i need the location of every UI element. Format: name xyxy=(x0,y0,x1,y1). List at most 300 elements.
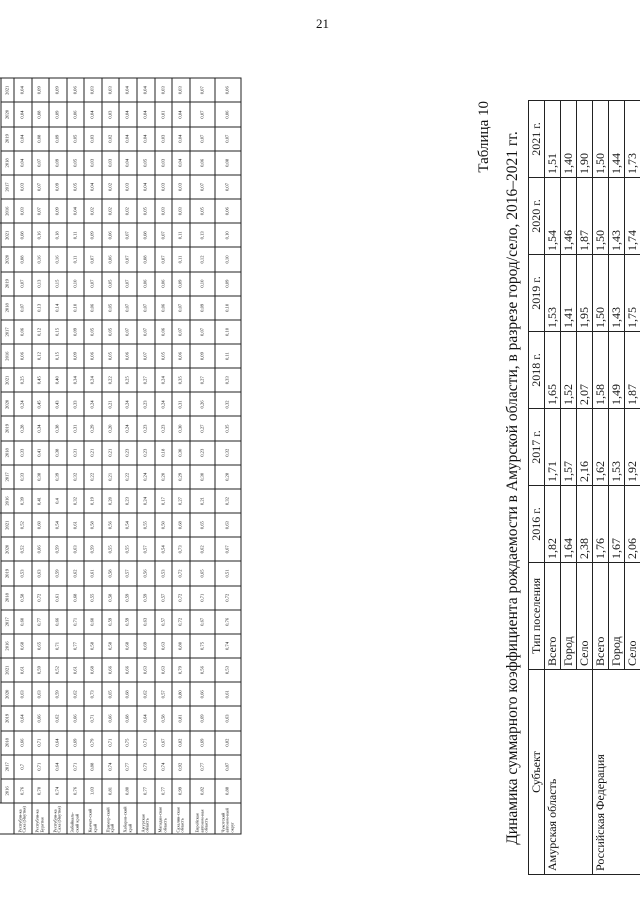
value-cell: 0,13 xyxy=(190,223,216,247)
value-cell: 0,09 xyxy=(172,272,190,296)
value-cell: 0,11 xyxy=(67,247,85,271)
value-cell: 0,51 xyxy=(215,561,241,585)
value-cell: 0,64 xyxy=(14,706,32,730)
value-cell: 0,63 xyxy=(67,537,85,561)
year-header: 2020 xyxy=(1,102,14,126)
value-cell: 0,63 xyxy=(14,682,32,706)
value-cell: 0,04 xyxy=(172,151,190,175)
subject-cell: Камчат-ский край xyxy=(84,803,102,834)
value-cell: 0,58 xyxy=(84,634,102,658)
subject-cell: Республи-ка Саха (Якутия) xyxy=(49,803,67,834)
value-cell: 0,38 xyxy=(49,417,67,441)
value-cell: 0,33 xyxy=(215,368,241,392)
value-cell: 0,81 xyxy=(102,779,120,803)
value-cell: 0,27 xyxy=(172,489,190,513)
value-cell: 0,34 xyxy=(32,417,50,441)
value-cell: 1,46 xyxy=(561,178,577,255)
table-row xyxy=(137,78,155,834)
year-header: 2018 xyxy=(1,151,14,175)
value-cell: 1,87 xyxy=(577,178,593,255)
value-cell: 0,07 xyxy=(137,296,155,320)
value-cell: 0,24 xyxy=(155,368,173,392)
value-cell: 0,66 xyxy=(32,706,50,730)
value-cell: 0,63 xyxy=(137,610,155,634)
value-cell: 0,20 xyxy=(102,489,120,513)
value-cell: 0,08 xyxy=(215,151,241,175)
value-cell: 0,71 xyxy=(102,731,120,755)
value-cell: 0,04 xyxy=(172,127,190,151)
value-cell: 0,65 xyxy=(190,561,216,585)
value-cell: 0,25 xyxy=(119,368,137,392)
value-cell: 1,67 xyxy=(609,486,625,563)
value-cell: 0,07 xyxy=(32,175,50,199)
year-header: 2018 xyxy=(1,441,14,465)
value-cell: 0,57 xyxy=(137,537,155,561)
value-cell: 1,49 xyxy=(609,332,625,409)
value-cell: 2,38 xyxy=(577,486,593,563)
value-cell: 0,07 xyxy=(32,199,50,223)
value-cell: 0,72 xyxy=(172,586,190,610)
year-header: 2021 xyxy=(1,223,14,247)
value-cell: 0,23 xyxy=(119,441,137,465)
year-header: 2019 xyxy=(1,417,14,441)
value-cell: 0,68 xyxy=(172,513,190,537)
value-cell: 0,4 xyxy=(49,489,67,513)
value-cell: 0,53 xyxy=(215,658,241,682)
value-cell: 0,03 xyxy=(102,151,120,175)
value-cell: 0,05 xyxy=(84,320,102,344)
fertility-by-birth-order-table-wrapper xyxy=(0,78,242,835)
value-cell: 0,18 xyxy=(49,223,67,247)
value-cell: 0,03 xyxy=(172,199,190,223)
year-header: 2017 xyxy=(1,755,14,779)
value-cell: 0,07 xyxy=(137,320,155,344)
year-header: 2021 xyxy=(1,78,14,102)
value-cell: 1,44 xyxy=(609,101,625,178)
value-cell: 0,77 xyxy=(137,779,155,803)
value-cell: 0,07 xyxy=(32,151,50,175)
value-cell: 0,12 xyxy=(190,247,216,271)
value-cell: 0,04 xyxy=(137,102,155,126)
table-number: Таблица 10 xyxy=(476,101,492,173)
value-cell: 1,43 xyxy=(609,178,625,255)
value-cell: 0,35 xyxy=(172,368,190,392)
value-cell: 1,58 xyxy=(593,332,609,409)
value-cell: 0,11 xyxy=(215,344,241,368)
value-cell: 0,57 xyxy=(155,682,173,706)
value-cell: 0,71 xyxy=(67,755,85,779)
value-cell: 0,07 xyxy=(14,272,32,296)
value-cell: 0,61 xyxy=(14,658,32,682)
value-cell: 0,04 xyxy=(67,199,85,223)
value-cell: 1,50 xyxy=(593,255,609,332)
value-cell: 0,07 xyxy=(119,223,137,247)
year-header-row xyxy=(1,78,14,834)
value-cell: 0,05 xyxy=(102,320,120,344)
value-cell: 0,64 xyxy=(49,731,67,755)
value-cell: 0,55 xyxy=(119,537,137,561)
year-header: 2019 xyxy=(1,561,14,585)
value-cell: 0,07 xyxy=(119,247,137,271)
value-cell: 0,24 xyxy=(84,392,102,416)
value-cell: 0,03 xyxy=(84,78,102,102)
table-row xyxy=(14,78,32,834)
value-cell: 0,58 xyxy=(102,561,120,585)
value-cell: 0,10 xyxy=(190,272,216,296)
settlement-type-cell: Город xyxy=(609,563,625,670)
value-cell: 0,61 xyxy=(215,682,241,706)
value-cell: 0,55 xyxy=(102,537,120,561)
value-cell: 1,43 xyxy=(609,255,625,332)
value-cell: 0,03 xyxy=(14,199,32,223)
value-cell: 0,59 xyxy=(102,610,120,634)
value-cell: 1,54 xyxy=(545,178,561,255)
value-cell: 0,66 xyxy=(102,658,120,682)
value-cell: 0,73 xyxy=(172,537,190,561)
value-cell: 0,71 xyxy=(49,634,67,658)
value-cell: 0,05 xyxy=(67,127,85,151)
value-cell: 0,03 xyxy=(172,78,190,102)
year-header: 2016 xyxy=(1,779,14,803)
value-cell: 0,09 xyxy=(190,344,216,368)
value-cell: 1,50 xyxy=(593,101,609,178)
value-cell: 0,79 xyxy=(84,731,102,755)
value-cell: 1,92 xyxy=(625,409,640,486)
value-cell: 1,53 xyxy=(545,255,561,332)
value-cell: 0,69 xyxy=(137,634,155,658)
value-cell: 0,39 xyxy=(49,465,67,489)
year-header: 2016 xyxy=(1,634,14,658)
value-cell: 0,32 xyxy=(215,441,241,465)
value-cell: 0,68 xyxy=(84,658,102,682)
column-header: Субъект xyxy=(529,670,545,875)
value-cell: 0,06 xyxy=(84,344,102,368)
value-cell: 0,06 xyxy=(137,272,155,296)
value-cell: 0,59 xyxy=(119,586,137,610)
value-cell: 0,04 xyxy=(14,127,32,151)
value-cell: 0,10 xyxy=(215,296,241,320)
value-cell: 0,56 xyxy=(137,561,155,585)
column-header: 2017 г. xyxy=(529,409,545,486)
table-row xyxy=(32,78,50,834)
value-cell: 0,04 xyxy=(14,78,32,102)
value-cell: 0,58 xyxy=(102,586,120,610)
value-cell: 0,04 xyxy=(84,102,102,126)
value-cell: 0,10 xyxy=(67,296,85,320)
value-cell: 0,27 xyxy=(190,368,216,392)
value-cell: 0,06 xyxy=(155,296,173,320)
value-cell: 0,04 xyxy=(84,175,102,199)
value-cell: 0,07 xyxy=(155,247,173,271)
value-cell: 0,09 xyxy=(49,175,67,199)
value-cell: 0,77 xyxy=(67,634,85,658)
value-cell: 0,73 xyxy=(84,682,102,706)
value-cell: 0,60 xyxy=(84,610,102,634)
value-cell: 0,22 xyxy=(102,368,120,392)
value-cell: 0,19 xyxy=(84,489,102,513)
value-cell: 0,06 xyxy=(215,78,241,102)
value-cell: 0,03 xyxy=(172,175,190,199)
value-cell: 0,27 xyxy=(137,368,155,392)
value-cell: 0,56 xyxy=(102,513,120,537)
value-cell: 0,50 xyxy=(155,513,173,537)
value-cell: 0,7 xyxy=(14,755,32,779)
value-cell: 0,62 xyxy=(49,706,67,730)
value-cell: 0,63 xyxy=(137,658,155,682)
value-cell: 0,07 xyxy=(190,175,216,199)
value-cell: 0,31 xyxy=(67,441,85,465)
value-cell: 0,04 xyxy=(119,127,137,151)
value-cell: 0,62 xyxy=(67,682,85,706)
value-cell: 0,21 xyxy=(84,441,102,465)
value-cell: 0,72 xyxy=(172,610,190,634)
value-cell: 0,66 xyxy=(102,706,120,730)
settlement-type-cell: Всего xyxy=(545,563,561,670)
settlement-type-cell: Село xyxy=(625,563,640,670)
value-cell: 0,09 xyxy=(49,151,67,175)
fertility-urban-rural-table xyxy=(528,100,640,875)
value-cell: 0,09 xyxy=(190,296,216,320)
value-cell: 0,67 xyxy=(155,731,173,755)
value-cell: 0,08 xyxy=(14,223,32,247)
value-cell: 0,82 xyxy=(215,731,241,755)
value-cell: 0,57 xyxy=(155,610,173,634)
year-header: 2018 xyxy=(1,586,14,610)
value-cell: 0,08 xyxy=(14,247,32,271)
value-cell: 0,69 xyxy=(67,731,85,755)
value-cell: 0,20 xyxy=(102,417,120,441)
table-row xyxy=(102,78,120,834)
value-cell: 0,26 xyxy=(190,392,216,416)
value-cell: 0,59 xyxy=(49,682,67,706)
value-cell: 0,32 xyxy=(67,489,85,513)
value-cell: 2,07 xyxy=(577,332,593,409)
value-cell: 0,80 xyxy=(172,634,190,658)
value-cell: 0,18 xyxy=(155,441,173,465)
value-cell: 1,53 xyxy=(609,409,625,486)
value-cell: 0,21 xyxy=(190,489,216,513)
value-cell: 1,51 xyxy=(545,101,561,178)
value-cell: 0,03 xyxy=(84,151,102,175)
value-cell: 0,66 xyxy=(67,706,85,730)
value-cell: 0,76 xyxy=(14,779,32,803)
value-cell: 1,41 xyxy=(561,255,577,332)
subject-cell: Чукотский автоном-ный округ xyxy=(215,803,241,834)
year-header: 2019 xyxy=(1,127,14,151)
value-cell: 1,74 xyxy=(625,178,640,255)
value-cell: 0,23 xyxy=(190,441,216,465)
value-cell: 0,32 xyxy=(215,489,241,513)
value-cell: 0,77 xyxy=(119,755,137,779)
value-cell: 0,28 xyxy=(215,465,241,489)
value-cell: 0,22 xyxy=(84,465,102,489)
value-cell: 0,07 xyxy=(137,344,155,368)
value-cell: 0,53 xyxy=(155,561,173,585)
subject-cell: Хабаров-ский край xyxy=(119,803,137,834)
value-cell: 0,04 xyxy=(137,78,155,102)
year-header: 2018 xyxy=(1,296,14,320)
value-cell: 0,16 xyxy=(32,223,50,247)
value-cell: 0,59 xyxy=(137,586,155,610)
value-cell: 0,17 xyxy=(155,489,173,513)
subject-cell: Российская Федерация xyxy=(593,670,640,875)
value-cell: 0,54 xyxy=(49,513,67,537)
value-cell: 0,74 xyxy=(215,634,241,658)
value-cell: 0,65 xyxy=(190,513,216,537)
table10-section xyxy=(476,101,639,875)
value-cell: 0,71 xyxy=(190,586,216,610)
subject-cell: Примор-ский край xyxy=(102,803,120,834)
value-cell: 0,64 xyxy=(49,755,67,779)
year-header: 2017 xyxy=(1,465,14,489)
year-header: 2016 xyxy=(1,199,14,223)
value-cell: 0,07 xyxy=(84,247,102,271)
value-cell: 0,67 xyxy=(190,610,216,634)
value-cell: 0,29 xyxy=(84,417,102,441)
value-cell: 0,76 xyxy=(215,610,241,634)
value-cell: 0,07 xyxy=(190,127,216,151)
subject-cell: Магадан-ская область xyxy=(155,803,173,834)
value-cell: 0,87 xyxy=(215,755,241,779)
value-cell: 0,33 xyxy=(67,392,85,416)
value-cell: 0,23 xyxy=(137,392,155,416)
value-cell: 0,55 xyxy=(84,586,102,610)
value-cell: 0,52 xyxy=(14,513,32,537)
value-cell: 0,33 xyxy=(14,441,32,465)
value-cell: 0,30 xyxy=(172,417,190,441)
value-cell: 0,92 xyxy=(172,755,190,779)
value-cell: 0,11 xyxy=(67,223,85,247)
value-cell: 0,09 xyxy=(67,320,85,344)
value-cell: 0,24 xyxy=(119,392,137,416)
value-cell: 0,05 xyxy=(137,151,155,175)
year-header: 2020 xyxy=(1,247,14,271)
value-cell: 0,03 xyxy=(84,127,102,151)
column-header: 2019 г. xyxy=(529,255,545,332)
value-cell: 0,01 xyxy=(155,102,173,126)
value-cell: 0,06 xyxy=(190,151,216,175)
value-cell: 0,05 xyxy=(67,175,85,199)
value-cell: 0,88 xyxy=(215,779,241,803)
value-cell: 0,10 xyxy=(215,223,241,247)
value-cell: 0,20 xyxy=(155,465,173,489)
value-cell: 0,35 xyxy=(215,417,241,441)
value-cell: 0,07 xyxy=(119,272,137,296)
value-cell: 0,62 xyxy=(137,682,155,706)
table-row xyxy=(172,78,190,834)
table-row xyxy=(190,78,216,834)
value-cell: 0,30 xyxy=(190,465,216,489)
value-cell: 0,04 xyxy=(119,151,137,175)
value-cell: 0,45 xyxy=(32,368,50,392)
value-cell: 0,59 xyxy=(84,537,102,561)
value-cell: 0,61 xyxy=(84,561,102,585)
value-cell: 0,45 xyxy=(32,392,50,416)
year-header: 2017 xyxy=(1,610,14,634)
value-cell: 0,15 xyxy=(49,320,67,344)
value-cell: 0,72 xyxy=(172,561,190,585)
value-cell: 0,41 xyxy=(32,489,50,513)
settlement-type-cell: Всего xyxy=(593,563,609,670)
year-header: 2020 xyxy=(1,537,14,561)
value-cell: 0,69 xyxy=(190,731,216,755)
value-cell: 0,66 xyxy=(119,658,137,682)
year-header: 2020 xyxy=(1,682,14,706)
value-cell: 0,07 xyxy=(172,320,190,344)
settlement-type-cell: Село xyxy=(577,563,593,670)
value-cell: 0,57 xyxy=(155,586,173,610)
value-cell: 0,06 xyxy=(102,223,120,247)
value-cell: 0,08 xyxy=(137,247,155,271)
value-cell: 0,02 xyxy=(102,199,120,223)
year-header: 2019 xyxy=(1,272,14,296)
value-cell: 0,33 xyxy=(14,465,32,489)
header-row xyxy=(529,101,545,875)
value-cell: 0,72 xyxy=(215,586,241,610)
value-cell: 1,62 xyxy=(593,409,609,486)
value-cell: 0,24 xyxy=(84,368,102,392)
column-header: 2020 г. xyxy=(529,178,545,255)
value-cell: 1,40 xyxy=(561,101,577,178)
value-cell: 0,21 xyxy=(102,441,120,465)
value-cell: 0,58 xyxy=(14,586,32,610)
year-header: 2017 xyxy=(1,175,14,199)
value-cell: 0,71 xyxy=(32,731,50,755)
value-cell: 0,04 xyxy=(14,102,32,126)
value-cell: 0,21 xyxy=(102,392,120,416)
value-cell: 0,15 xyxy=(49,344,67,368)
value-cell: 0,65 xyxy=(102,682,120,706)
value-cell: 0,09 xyxy=(67,344,85,368)
value-cell: 0,24 xyxy=(119,417,137,441)
value-cell: 0,23 xyxy=(119,489,137,513)
subject-header-cell xyxy=(0,803,14,834)
value-cell: 1,03 xyxy=(84,779,102,803)
value-cell: 0,03 xyxy=(155,151,173,175)
value-cell: 0,40 xyxy=(49,368,67,392)
value-cell: 0,24 xyxy=(14,392,32,416)
value-cell: 0,99 xyxy=(172,779,190,803)
value-cell: 0,66 xyxy=(32,537,50,561)
value-cell: 0,03 xyxy=(119,175,137,199)
value-cell: 0,88 xyxy=(84,755,102,779)
value-cell: 0,07 xyxy=(215,127,241,151)
value-cell: 0,81 xyxy=(172,706,190,730)
value-cell: 0,82 xyxy=(172,731,190,755)
value-cell: 0,25 xyxy=(14,368,32,392)
value-cell: 0,07 xyxy=(119,296,137,320)
value-cell: 0,59 xyxy=(32,658,50,682)
value-cell: 0,09 xyxy=(32,78,50,102)
value-cell: 0,76 xyxy=(67,779,85,803)
value-cell: 0,62 xyxy=(67,561,85,585)
value-cell: 0,28 xyxy=(14,417,32,441)
value-cell: 0,22 xyxy=(119,465,137,489)
value-cell: 0,68 xyxy=(119,634,137,658)
value-cell: 0,56 xyxy=(190,658,216,682)
table-row xyxy=(84,78,102,834)
subject-cell: Республи-ка Бурятия xyxy=(32,803,50,834)
value-cell: 2,16 xyxy=(577,409,593,486)
value-cell: 0,08 xyxy=(32,102,50,126)
year-header: 2021 xyxy=(1,658,14,682)
table-body xyxy=(545,101,640,875)
value-cell: 0,03 xyxy=(102,102,120,126)
value-cell: 0,68 xyxy=(67,586,85,610)
value-cell: 0,80 xyxy=(172,682,190,706)
value-cell: 0,05 xyxy=(67,151,85,175)
value-cell: 0,02 xyxy=(102,127,120,151)
